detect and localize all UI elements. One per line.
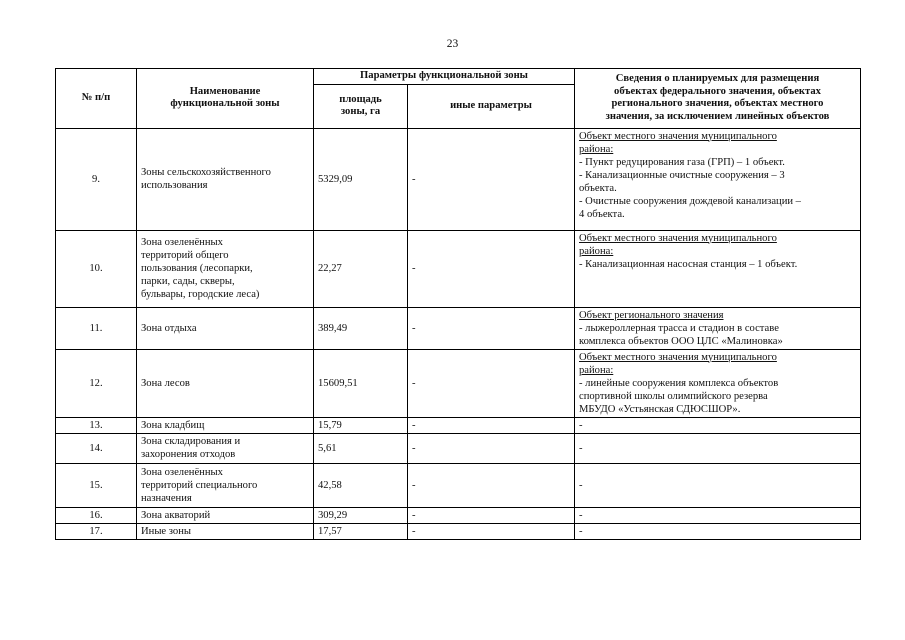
zone-name (137, 417, 314, 433)
row-number: 17. (56, 523, 137, 539)
object-category-line: района: (579, 364, 614, 376)
zone-other-params: - (408, 349, 575, 417)
row-number: 16. (56, 507, 137, 523)
zone-area: 22,27 (314, 230, 408, 307)
zone-name-line: Иные зоны (141, 525, 191, 537)
object-item-line: - Канализационная насосная станция – 1 объект. (579, 258, 798, 270)
zone-name (137, 507, 314, 523)
object-item-line: - (579, 525, 583, 537)
object-item-line: МБУДО «Устьянская СДЮСШОР». (579, 403, 741, 415)
zone-name (137, 523, 314, 539)
zone-other-params: - (408, 230, 575, 307)
planned-objects (575, 523, 861, 539)
header-zone-name: Наименование функциональной зоны (137, 69, 314, 129)
table-row (56, 523, 861, 539)
zone-area: 5,61 (314, 433, 408, 463)
zone-name-line: территорий специального (141, 479, 258, 491)
object-category-line: Объект регионального значения (579, 309, 724, 321)
table-row (56, 507, 861, 523)
object-item-line: спортивной школы олимпийского резерва (579, 390, 768, 402)
zone-name-line: Зона отдыха (141, 322, 197, 334)
table-row (56, 349, 861, 417)
zone-name-line: Зона лесов (141, 377, 190, 389)
header-zone-parameters: Параметры функциональной зоны (314, 69, 575, 85)
header-other-params: иные параметры (408, 84, 575, 128)
zone-name (137, 230, 314, 307)
table-row (56, 230, 861, 307)
object-item-line: - Очистные сооружения дождевой канализации – (579, 195, 801, 207)
zone-name-line: использования (141, 180, 208, 191)
zone-other-params: - (408, 523, 575, 539)
planned-objects (575, 349, 861, 417)
planned-objects (575, 307, 861, 349)
zone-area: 17,57 (314, 523, 408, 539)
zone-other-params: - (408, 417, 575, 433)
zone-name-line: Зона озеленённых (141, 237, 223, 248)
object-item-line: - Пункт редуцирования газа (ГРП) – 1 объект. (579, 156, 785, 168)
object-item-line: 4 объекта. (579, 208, 625, 220)
zone-name-line: пользования (лесопарки, (141, 263, 253, 274)
zone-name (137, 433, 314, 463)
zone-name-line: назначения (141, 492, 192, 504)
page-number: 23 (446, 38, 459, 50)
row-number: 11. (56, 307, 137, 349)
zone-name (137, 349, 314, 417)
header-area: площадь зоны, га (314, 84, 408, 128)
header-number: № п/п (56, 69, 137, 129)
zone-other-params: - (408, 307, 575, 349)
object-category-line: района: (579, 143, 614, 155)
zone-other-params: - (408, 463, 575, 507)
object-item-line: объекта. (579, 182, 617, 194)
zone-name-line: бульвары, городские леса) (141, 289, 260, 300)
zone-name (137, 463, 314, 507)
object-item-line: комплекса объектов ООО ЦЛС «Малиновка» (579, 335, 783, 347)
object-category-line: района: (579, 245, 614, 257)
zone-name-line: Зоны сельскохозяйственного (141, 167, 271, 178)
object-category-line: Объект местного значения муниципального (579, 232, 777, 244)
row-number: 13. (56, 417, 137, 433)
object-item-line: - лыжероллерная трасса и стадион в составе (579, 322, 779, 334)
row-number: 10. (56, 230, 137, 307)
object-item-line: - Канализационные очистные сооружения – 3 (579, 169, 785, 181)
object-category-line: Объект местного значения муниципального (579, 351, 777, 363)
zone-other-params: - (408, 433, 575, 463)
table-row (56, 433, 861, 463)
zone-name-line: захоронения отходов (141, 449, 236, 460)
object-item-line: - (579, 509, 583, 521)
zone-name-line: территорий общего (141, 250, 229, 261)
planned-objects (575, 128, 861, 230)
table-row (56, 463, 861, 507)
zone-name (137, 307, 314, 349)
zone-other-params: - (408, 507, 575, 523)
zone-area: 42,58 (314, 463, 408, 507)
planned-objects (575, 463, 861, 507)
zone-name (137, 128, 314, 230)
header-planned-objects: Сведения о планируемых для размещения объектах федерального значения, объектах регионального значения, объектах местного значения, за исключением линейных объектов (575, 69, 861, 129)
zone-area: 15609,51 (314, 349, 408, 417)
row-number: 15. (56, 463, 137, 507)
table-row (56, 307, 861, 349)
object-category-line: Объект местного значения муниципального (579, 130, 777, 142)
zone-area: 309,29 (314, 507, 408, 523)
planned-objects (575, 417, 861, 433)
object-item-line: - линейные сооружения комплекса объектов (579, 377, 779, 389)
object-item-line: - (579, 419, 583, 431)
row-number: 14. (56, 433, 137, 463)
planned-objects (575, 230, 861, 307)
planned-objects (575, 507, 861, 523)
table-body (56, 128, 861, 539)
zone-name-line: Зона складирования и (141, 436, 241, 447)
zone-name-line: Зона акваторий (141, 509, 211, 521)
zone-area: 5329,09 (314, 128, 408, 230)
table-row (56, 417, 861, 433)
table-row (56, 128, 861, 230)
object-item-line: - (579, 442, 583, 454)
planned-objects (575, 433, 861, 463)
object-item-line: - (579, 479, 583, 491)
row-number: 9. (56, 128, 137, 230)
row-number: 12. (56, 349, 137, 417)
zone-name-line: Зона озеленённых (141, 466, 223, 478)
zone-name-line: парки, сады, скверы, (141, 276, 235, 287)
zones-table (55, 68, 861, 540)
zone-area: 389,49 (314, 307, 408, 349)
zone-area: 15,79 (314, 417, 408, 433)
zone-name-line: Зона кладбищ (141, 419, 205, 431)
zone-other-params: - (408, 128, 575, 230)
